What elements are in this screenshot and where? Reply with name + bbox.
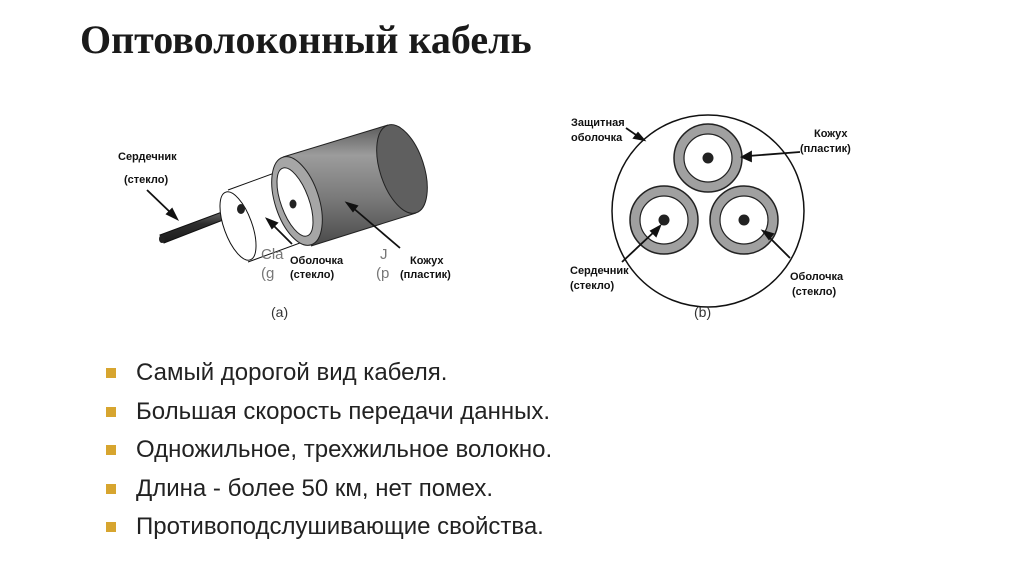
fiber-right — [710, 186, 778, 254]
ghost-cladding-text: Cla — [261, 246, 284, 263]
figure-b-caption: (b) — [694, 304, 712, 320]
figure-a-cable — [118, 118, 451, 320]
slide-title: Оптоволоконный кабель — [80, 17, 532, 62]
bullet-text: Большая скорость передачи данных. — [136, 397, 551, 425]
bullet-text: Одножильное, трехжильное волокно. — [136, 436, 553, 463]
figure-a-caption: (a) — [271, 304, 289, 320]
cladding-sublabel: (стекло) — [290, 269, 335, 281]
bullet-text: Противоподслушивающие свойства. — [136, 513, 544, 540]
bullet-item — [106, 393, 552, 432]
ghost-cladding-subtext: (g — [261, 265, 275, 282]
bullet-item — [106, 470, 552, 509]
bullet-text: Самый дорогой вид кабеля. — [136, 359, 448, 386]
jacket-cylinder — [262, 118, 437, 251]
figure-b-cross-section — [570, 115, 851, 320]
jacket-label-b: Кожух — [814, 128, 848, 140]
jacket-sublabel: (пластик) — [400, 269, 451, 281]
bullet-item — [106, 354, 552, 393]
core-label: Сердечник — [118, 151, 177, 163]
core-sublabel-b: (стекло) — [570, 280, 615, 292]
ghost-jacket-subtext: (p — [376, 265, 390, 282]
sheath-sublabel: оболочка — [571, 132, 623, 144]
cladding-sublabel-b: (стекло) — [792, 286, 837, 298]
bullet-marker — [106, 522, 116, 532]
bullet-text: Длина - более 50 км, нет помех. — [136, 474, 494, 502]
bullet-list — [106, 354, 552, 547]
bullet-item — [106, 431, 552, 470]
bullet-marker — [106, 407, 116, 417]
bullet-marker — [106, 445, 116, 455]
jacket-sublabel-b: (пластик) — [800, 143, 851, 155]
bullet-marker — [106, 484, 116, 494]
bullet-item — [106, 508, 552, 547]
sheath-label: Защитная — [571, 117, 625, 129]
fiber-top — [674, 124, 742, 192]
core-sublabel: (стекло) — [124, 174, 169, 186]
core-label-b: Сердечник — [570, 265, 629, 277]
ghost-jacket-text: J — [380, 246, 388, 263]
cladding-label-b: Оболочка — [790, 271, 844, 283]
jacket-label: Кожух — [410, 255, 444, 267]
cladding-label: Оболочка — [290, 255, 344, 267]
bullet-marker — [106, 368, 116, 378]
